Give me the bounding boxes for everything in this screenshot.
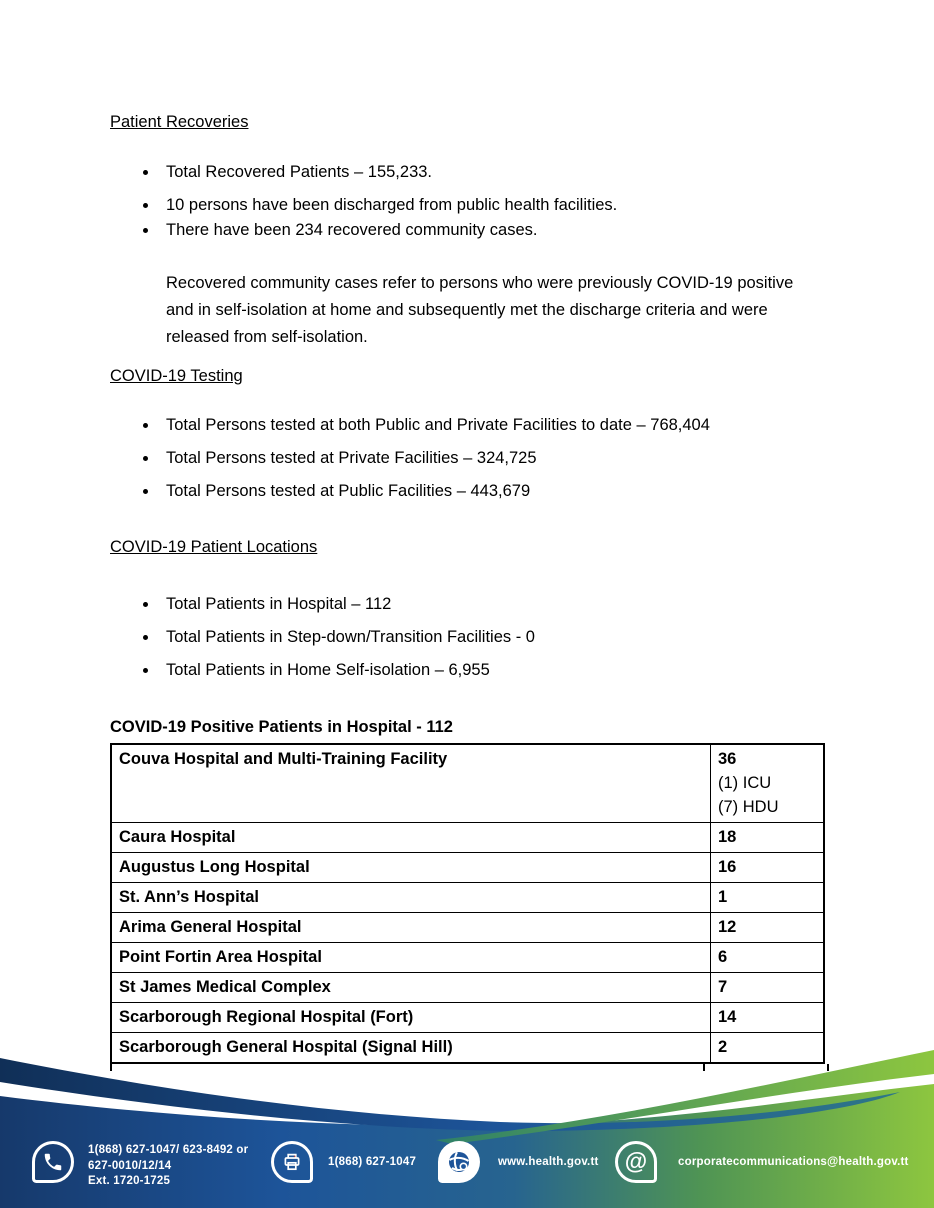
hospital-count-cell: 2 <box>711 1033 825 1064</box>
bullet-dot <box>143 423 148 428</box>
list-item-text: Total Recovered Patients – 155,233. <box>166 163 433 181</box>
table-row <box>111 883 824 913</box>
bullet-dot <box>143 170 148 175</box>
table-row <box>111 1003 824 1033</box>
patient-locations-list <box>110 595 824 680</box>
bullet-dot <box>143 228 148 233</box>
list-item-text: 10 persons have been discharged from public health facilities. <box>166 196 618 214</box>
hospital-count-cell: 6 <box>711 943 825 973</box>
table-row <box>111 913 824 943</box>
table-row <box>111 853 824 883</box>
list-item-text: Total Patients in Home Self-isolation – 6,955 <box>166 661 490 679</box>
phone-contact-text <box>88 1143 248 1190</box>
hospital-name-cell: Couva Hospital and Multi-Training Facility <box>111 744 711 823</box>
list-item <box>110 196 824 215</box>
list-item-text: Total Persons tested at Public Facilities – 443,679 <box>166 482 531 500</box>
note-line: and in self-isolation at home and subsequently met the discharge criteria and were <box>166 301 768 319</box>
list-item-text: Total Patients in Hospital – 112 <box>166 595 392 613</box>
hospital-name-cell: St. Ann’s Hospital <box>111 883 711 913</box>
hospital-count-cell: 12 <box>711 913 825 943</box>
table-row <box>111 943 824 973</box>
bullet-dot <box>143 668 148 673</box>
hospital-count-cell: 7 <box>711 973 825 1003</box>
bullet-dot <box>143 203 148 208</box>
email-label: corporatecommunications@health.gov.tt <box>678 1156 909 1168</box>
hospital-name-cell: Augustus Long Hospital <box>111 853 711 883</box>
hospital-name-cell: Caura Hospital <box>111 823 711 853</box>
hospital-count-cell <box>711 744 825 823</box>
count-sub-detail: (7) HDU <box>718 798 779 816</box>
footer <box>0 1030 934 1208</box>
bullet-dot <box>143 602 148 607</box>
recovered-cases-note <box>166 270 876 351</box>
list-item-text: Total Persons tested at Private Facilities – 324,725 <box>166 449 537 467</box>
printer-icon <box>271 1141 313 1183</box>
phone-line: 1(868) 627-1047/ 623-8492 or <box>88 1144 249 1156</box>
table-row <box>111 973 824 1003</box>
list-item <box>110 416 824 435</box>
hospital-count-cell: 18 <box>711 823 825 853</box>
table-row <box>111 823 824 853</box>
list-item-text: Total Persons tested at both Public and Private Facilities to date – 768,404 <box>166 416 710 434</box>
list-item <box>110 628 824 647</box>
at-glyph: @ <box>624 1147 648 1174</box>
hospital-name-cell: Arima General Hospital <box>111 913 711 943</box>
section-heading-patient-locations: COVID-19 Patient Locations <box>110 538 318 556</box>
patient-recoveries-list <box>110 163 824 240</box>
list-item <box>110 661 824 680</box>
hospital-name-cell: St James Medical Complex <box>111 973 711 1003</box>
covid-testing-list <box>110 416 824 501</box>
phone-line: 627-0010/12/14 <box>88 1159 172 1172</box>
hospital-table-title: COVID-19 Positive Patients in Hospital - 112 <box>110 718 453 736</box>
count-sub-detail: (1) ICU <box>718 774 772 792</box>
hospital-count-cell: 16 <box>711 853 825 883</box>
phone-line: Ext. 1720-1725 <box>88 1175 171 1187</box>
website-label: www.health.gov.tt <box>498 1156 599 1168</box>
hospital-name-cell: Scarborough General Hospital (Signal Hill) <box>111 1033 711 1064</box>
fax-number-label: 1(868) 627-1047 <box>328 1156 417 1168</box>
note-line: Recovered community cases refer to persons who were previously COVID-19 positive <box>166 274 794 292</box>
hospital-name-cell: Point Fortin Area Hospital <box>111 943 711 973</box>
list-item <box>110 482 824 501</box>
list-item-text: Total Patients in Step-down/Transition Facilities - 0 <box>166 628 535 646</box>
section-heading-covid-testing: COVID-19 Testing <box>110 367 243 385</box>
hospital-table <box>110 743 825 1064</box>
count-value: 36 <box>718 750 737 768</box>
bullet-dot <box>143 489 148 494</box>
list-item <box>110 449 824 468</box>
note-line: released from self-isolation. <box>166 328 368 346</box>
globe-icon <box>438 1141 480 1183</box>
section-heading-patient-recoveries: Patient Recoveries <box>110 113 249 131</box>
bullet-dot <box>143 456 148 461</box>
hospital-count-cell: 1 <box>711 883 825 913</box>
hospital-name-cell: Scarborough Regional Hospital (Fort) <box>111 1003 711 1033</box>
phone-icon <box>32 1141 74 1183</box>
table-row <box>111 744 824 823</box>
list-item <box>110 595 824 614</box>
list-item-text: There have been 234 recovered community cases. <box>166 221 538 239</box>
list-item <box>110 221 824 240</box>
bullet-dot <box>143 635 148 640</box>
list-item <box>110 163 824 182</box>
hospital-count-cell: 14 <box>711 1003 825 1033</box>
at-icon <box>615 1141 657 1183</box>
